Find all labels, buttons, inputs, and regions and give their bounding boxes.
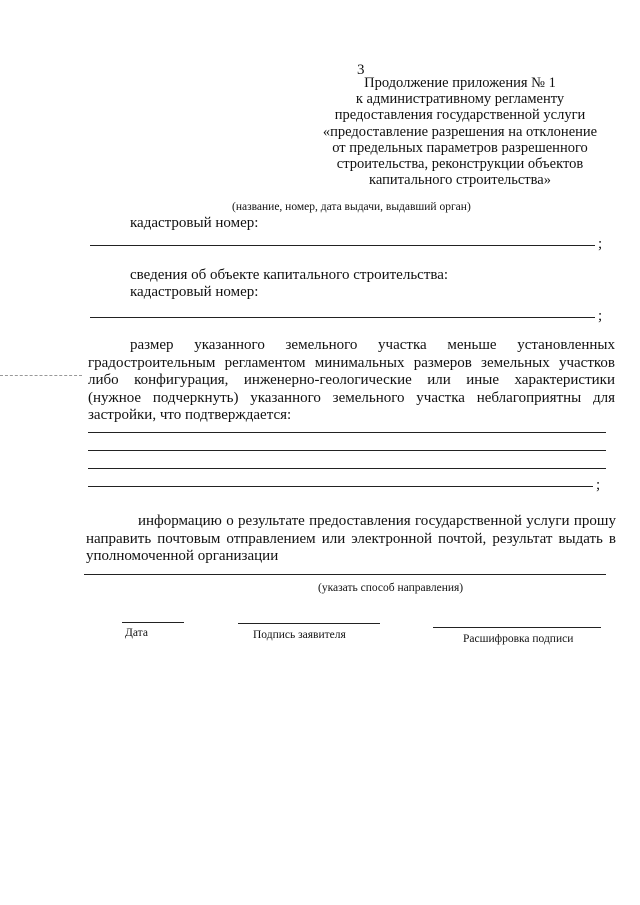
confirmation-field[interactable] [88, 450, 606, 451]
header-line: предоставления государственной услуги [334, 107, 586, 124]
header-line: строительства, реконструкции объектов [336, 156, 584, 173]
date-label: Дата [125, 627, 148, 639]
header-line: к административному регламенту [355, 91, 565, 108]
building-cadastral-label: кадастровый номер: [130, 284, 259, 300]
line-end-semicolon: ; [598, 308, 603, 324]
reason-paragraph [88, 337, 615, 425]
decryption-field[interactable] [433, 627, 601, 628]
scan-mark [0, 375, 82, 378]
signature-label: Подпись заявителя [253, 629, 346, 641]
land-cadastral-label: кадастровый номер: [130, 215, 259, 231]
building-info-title: сведения об объекте капитального строительства: [130, 267, 449, 283]
header-line: Продолжение приложения № 1 [364, 75, 556, 91]
delivery-method-field[interactable] [84, 574, 606, 575]
line-end-semicolon: ; [596, 477, 601, 493]
header-line: «предоставление разрешения на отклонение [322, 123, 598, 140]
paragraph-line: информацию о результате предоставления государственной услуги прошу [138, 513, 616, 529]
page-number: 3 [357, 62, 365, 78]
confirmation-field[interactable] [88, 486, 593, 487]
header-line: капитального строительства» [369, 172, 551, 189]
delivery-hint: (указать способ направления) [318, 582, 464, 594]
line-end-semicolon: ; [598, 236, 603, 252]
paragraph-line: (нужное подчеркнуть) указанного земельного участка неблагоприятны для [88, 389, 615, 406]
header-line: от предельных параметров разрешенного [332, 139, 588, 156]
paragraph-line: либо конфигурация, инженерно-геологические или иные характеристики [88, 372, 615, 388]
confirmation-field[interactable] [88, 468, 606, 469]
document-hint: (название, номер, дата выдачи, выдавший орган) [232, 201, 471, 213]
building-cadastral-field[interactable] [90, 317, 595, 318]
appendix-header [300, 75, 620, 188]
land-cadastral-field[interactable] [90, 245, 595, 246]
paragraph-line: направить почтовым отправлением или электронной почтой, результат выдать в [86, 530, 616, 547]
paragraph-line: размер указанного земельного участка меньше установленных [130, 337, 615, 353]
signature-field[interactable] [238, 623, 380, 624]
paragraph-line: застройки, что подтверждается: [88, 407, 292, 423]
decryption-label: Расшифровка подписи [463, 633, 574, 645]
date-field[interactable] [122, 622, 184, 623]
delivery-paragraph [86, 513, 616, 566]
paragraph-line: градостроительным регламентом минимальных размеров земельных участков [88, 354, 615, 371]
confirmation-field[interactable] [88, 432, 606, 433]
paragraph-line: уполномоченной организации [86, 548, 279, 564]
